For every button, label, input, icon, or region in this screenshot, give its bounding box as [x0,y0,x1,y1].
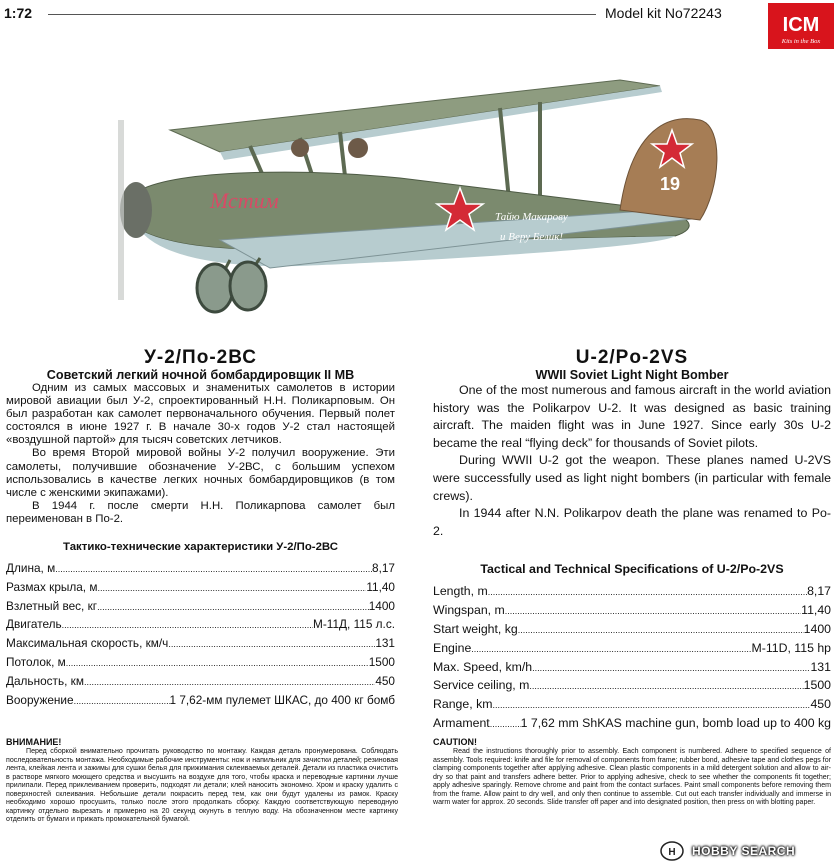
header-rule [48,14,596,15]
fuselage-dedication-1: Тайю Макарову [495,211,568,223]
spec-label: Wingspan, m [433,603,505,618]
ru-notice [6,737,398,825]
ru-notice-title: ВНИМАНИЕ! [6,737,62,747]
spec-label: Length, m [433,584,488,599]
spec-value: 11,40 [801,603,831,618]
svg-text:H: H [668,847,676,858]
icm-logo-icon [768,3,834,49]
spec-label: Range, km [433,697,493,712]
spec-row [433,601,831,620]
spec-leader [97,597,369,616]
spec-leader [84,672,375,691]
spec-leader [97,578,366,597]
spec-value: 450 [375,673,395,688]
logo-tagline: Kits in the Box [781,38,821,45]
en-spec-title: Tactical and Technical Specifications of U-2/Po-2VS [480,562,784,577]
spec-value: 1500 [368,655,395,670]
fuselage-dedication-2: и Веру Белик! [500,231,564,243]
spec-value: 1500 [803,678,831,693]
hobby-search-logo-icon [660,841,684,861]
spec-row [433,714,831,733]
spec-row [433,658,831,677]
spec-label: Engine [433,640,472,655]
spec-label: Длина, м [6,561,56,576]
en-notice-body: Read the instructions thoroughly prior to assembly. Each component is numbered. Adhere to specified sequence of assembly. Tools required: knife and file for removal of components from frame; rubber bond, adhesive tape and clothes pegs for clamping components together after applying adhesive. Clean plastic components in a mild detergent solution and allow to air-dry so that paint and transfers adhere better. Prior to applying adhesive, check to see whether the components fit together; apply adhesive sparingly. Remove chrome and paint from the contact surfaces. Paint small components before removing them from the frame. Allow paint to dry well, and only then continue to assemble. Cut out each transfer individually and immerse in warm water for approx. 20 seconds. Slide transfer off paper and into designated position, then press on with blotting paper. [433,748,831,807]
spec-value: 8,17 [807,584,831,599]
fuselage-slogan: Мстим [210,188,279,213]
spec-leader [518,620,804,639]
ru-spec-title: Тактико-технические характеристики У-2/По-2ВС [63,541,338,554]
spec-label: Взлетный вес, кг [6,598,98,613]
ru-subtitle: Советский легкий ночной бомбардировщик II МВ [46,368,355,382]
ru-title: У-2/По-2ВС [144,347,257,368]
en-paragraph: In 1944 after N.N. Polikarpov death the plane was renamed to Po-2. [433,506,831,538]
ru-notice-body: Перед сборкой внимательно прочитать руководство по монтажу. Каждая деталь пронумерована. Соблюдать последовательность монтажа. Необходимые рабочие инструменты: нож и напильник для зачистки деталей; резиновая лента, клейкая лента и зажимы для сушки белья для прижимания склеиваемых деталей. Детали из пластика очистить в растворе мягкого моющего средства и высушить на воздухе для того, чтобы краска и переводные картинки лучше прилипали. Перед приклеиванием проверить, подходят ли детали; клей наносить экономно. Хром и краску удалить с поверхностей склеивания. Небольшие детали покрасить перед тем, как они будут удалены из рамок. Краску необходимо хорошо просушить, только после этого продолжать сборку. Каждую соответствующую переводную картинку отдельно вырезать и примерно на 20 секунд окунуть в теплую воду. На обозначенном месте картинку отделить от бумаги и прижать промокательной бумагой. [6,748,398,824]
spec-value: 131 [810,659,831,674]
spec-row [6,597,395,616]
spec-leader [66,653,369,672]
spec-row [433,639,831,658]
spec-leader [492,695,810,714]
en-notice-title: CAUTION! [433,737,477,747]
spec-label: Потолок, м [6,655,66,670]
spec-value: 1400 [368,598,395,613]
spec-label: Вооружение [6,692,74,707]
spec-leader [55,559,372,578]
kit-number: Model kit No72243 [605,5,722,21]
spec-label: Max. Speed, km/h [433,659,533,674]
spec-row [433,695,831,714]
spec-row [6,615,395,634]
ru-paragraph: Во время Второй мировой войны У-2 получил вооружение. Эти самолеты, получившие обозначение У-2ВС, с большим успехом использовались в качестве легких ночных бомбардировщиков (в том числе с женскими экипажами). [6,447,395,499]
spec-row [6,634,395,653]
spec-value: M-11D, 115 hp [751,640,831,655]
en-paragraph: During WWII U-2 got the weapon. These planes named U-2VS were successfully used as light night bombers (in particular with female crews). [433,453,831,503]
ru-paragraph: Одним из самых массовых и знаменитых самолетов в истории мировой авиации был У-2, спроектированный Н.Н. Поликарповым. Он был разработан как самолет первоначального обучения. Первый полет состоялся в июне 1927 г. В начале 30-х годов У-2 стал настоящей «воздушной партой» для тысяч советских летчиков. [6,382,395,447]
spec-leader [490,714,521,733]
spec-value: 11,40 [366,579,395,594]
spec-row [433,676,831,695]
spec-label: Дальность, км [6,673,84,688]
en-notice [433,737,831,808]
spec-row [6,578,395,597]
spec-value: 1 7,62-мм пулемет ШКАС, до 400 кг бомб [169,692,395,707]
spec-label: Armament [433,715,490,730]
spec-label: Размах крыла, м [6,579,98,594]
ru-paragraph: В 1944 г. после смерти Н.Н. Поликарпова самолет был переименован в По-2. [6,499,395,525]
spec-leader [62,615,313,634]
biplane-icon [100,60,740,322]
spec-value: М-11Д, 115 л.с. [313,617,395,632]
spec-leader [529,676,803,695]
spec-row [6,653,395,672]
en-title: U-2/Po-2VS [575,347,689,368]
hobby-search-watermark: HOBBY SEARCH [692,844,796,858]
spec-value: 131 [375,636,395,651]
spec-value: 1400 [803,621,831,636]
spec-row [433,582,831,601]
polikarpov-biplane-illustration [100,60,740,322]
spec-leader [471,639,751,658]
spec-row [6,672,395,691]
spec-leader [505,601,801,620]
spec-value: 1 7,62 mm ShKAS machine gun, bomb load up to 400 kg [520,715,831,730]
spec-row [6,691,395,710]
icm-logo [768,3,834,49]
logo-text: ICM [782,14,820,36]
spec-label: Start weight, kg [433,621,518,636]
spec-row [433,620,831,639]
spec-leader [488,582,807,601]
en-subtitle: WWII Soviet Light Night Bomber [535,368,729,382]
spec-value: 8,17 [372,561,395,576]
english-column [433,348,831,733]
russian-column [6,348,395,709]
en-spec-list [433,582,831,732]
en-paragraph: One of the most numerous and famous aircraft in the world aviation history was the Polikarpov U-2. It was designed as basic training aircraft. The maiden flight was in June 1927. Since early 30s U-2 became the real “flying deck” for thousands of Soviet pilots. [433,383,831,450]
spec-label: Максимальная скорость, км/ч [6,636,169,651]
spec-leader [74,691,170,710]
spec-leader [168,634,375,653]
spec-row [6,559,395,578]
scale-label: 1:72 [4,5,33,21]
spec-label: Двигатель [6,617,62,632]
spec-label: Service ceiling, m [433,678,530,693]
spec-value: 450 [810,697,831,712]
ru-spec-list [6,559,395,709]
tail-number: 19 [660,174,681,194]
spec-leader [532,658,810,677]
